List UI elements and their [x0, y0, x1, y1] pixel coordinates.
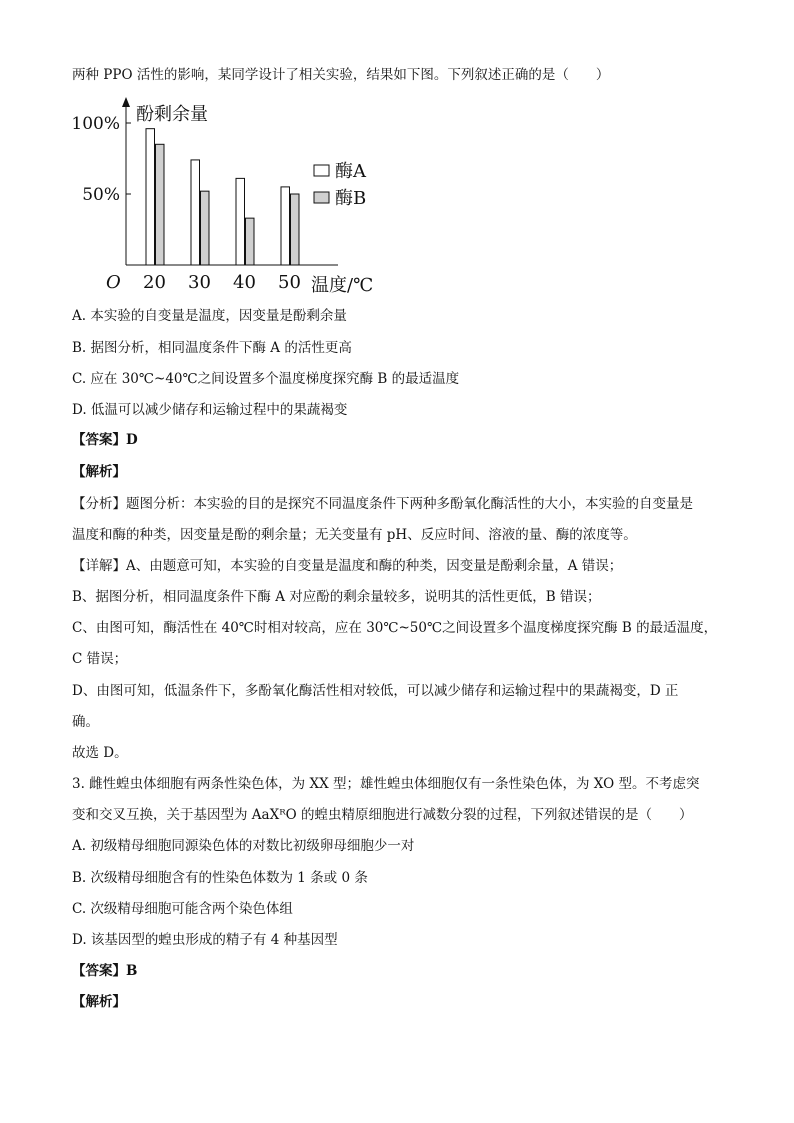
- q3-option-b: B. 次级精母细胞含有的性染色体数为 1 条或 0 条: [72, 870, 368, 886]
- q3-analysis-label: 【解析】: [72, 994, 126, 1010]
- origin-label: O: [106, 272, 121, 293]
- bar-酶A-50: [281, 187, 290, 265]
- legend-label: 酶A: [335, 161, 366, 182]
- q2-answer: 【答案】D: [72, 432, 138, 448]
- q2-explanation-line-5: C、由图可知，酶活性在 40℃时相对较高，应在 30℃~50℃之间设置多个温度梯度探究酶 B 的最适温度，: [72, 620, 718, 636]
- q3-stem-line-1: 3. 雌性蝗虫体细胞有两条性染色体，为 XX 型；雄性蝗虫体细胞仅有一条性染色体，为 XO 型。不考虑突: [72, 776, 700, 792]
- bar-酶B-30: [201, 191, 210, 265]
- legend-label: 酶B: [335, 188, 367, 209]
- x-tick-label: 50: [278, 272, 301, 293]
- x-tick-label: 40: [233, 272, 256, 293]
- y-axis-arrow: [122, 97, 130, 107]
- q3-answer: 【答案】B: [72, 963, 138, 979]
- q2-option-a: A. 本实验的自变量是温度，因变量是酚剩余量: [72, 308, 347, 324]
- x-tick-label: 20: [143, 272, 166, 293]
- bar-酶A-40: [236, 178, 245, 265]
- q2-option-d: D. 低温可以减少储存和运输过程中的果蔬褐变: [72, 402, 348, 418]
- x-axis-label: 温度/℃: [311, 275, 374, 296]
- q2-explanation-line-6: C 错误；: [72, 651, 128, 667]
- q2-explanation-line-8: 确。: [72, 714, 99, 730]
- q2-explanation-line-1: 【分析】题图分析：本实验的目的是探究不同温度条件下两种多酚氧化酶活性的大小，本实验的自变量是: [72, 496, 693, 512]
- q3-option-c: C. 次级精母细胞可能含两个染色体组: [72, 901, 293, 917]
- y-tick-label: 100%: [71, 114, 120, 134]
- q2-explanation-line-4: B、据图分析，相同温度条件下酶 A 对应酚的剩余量较多，说明其的活性更低，B 错误；: [72, 589, 601, 605]
- q2-explanation-line-3: 【详解】A、由题意可知，本实验的自变量是温度和酶的种类，因变量是酚剩余量，A 错误；: [72, 558, 623, 574]
- q2-explanation-line-9: 故选 D。: [72, 745, 128, 761]
- legend-swatch-酶A: [314, 165, 329, 176]
- x-tick-label: 30: [188, 272, 211, 293]
- q3-option-a: A. 初级精母细胞同源染色体的对数比初级卵母细胞少一对: [72, 838, 415, 854]
- bar-酶A-30: [191, 160, 200, 265]
- q2-explanation-line-2: 温度和酶的种类，因变量是酚的剩余量；无关变量有 pH、反应时间、溶液的量、酶的浓度等。: [72, 527, 637, 543]
- q2-explanation-line-7: D、由图可知，低温条件下，多酚氧化酶活性相对较低，可以减少储存和运输过程中的果蔬褐变，D 正: [72, 683, 679, 699]
- bar-酶B-50: [291, 194, 300, 265]
- q2-option-c: C. 应在 30℃~40℃之间设置多个温度梯度探究酶 B 的最适温度: [72, 371, 460, 387]
- bar-酶B-20: [156, 144, 165, 265]
- y-tick-label: 50%: [82, 185, 120, 205]
- y-axis-label: 酚剩余量: [136, 104, 208, 125]
- legend-swatch-酶B: [314, 192, 329, 203]
- bar-酶B-40: [246, 218, 255, 265]
- q3-stem-line-2: 变和交叉互换，关于基因型为 AaXᴿO 的蝗虫精原细胞进行减数分裂的过程，下列叙述错误的是（ ）: [72, 807, 693, 823]
- q3-option-d: D. 该基因型的蝗虫形成的精子有 4 种基因型: [72, 932, 338, 948]
- enzyme-bar-chart: [0, 0, 794, 300]
- bar-酶A-20: [146, 129, 155, 265]
- chart-plot: [71, 97, 373, 296]
- q2-option-b: B. 据图分析，相同温度条件下酶 A 的活性更高: [72, 340, 352, 356]
- q2-analysis-label: 【解析】: [72, 464, 126, 480]
- question-intro: 两种 PPO 活性的影响，某同学设计了相关实验，结果如下图。下列叙述正确的是（ ）: [72, 67, 610, 83]
